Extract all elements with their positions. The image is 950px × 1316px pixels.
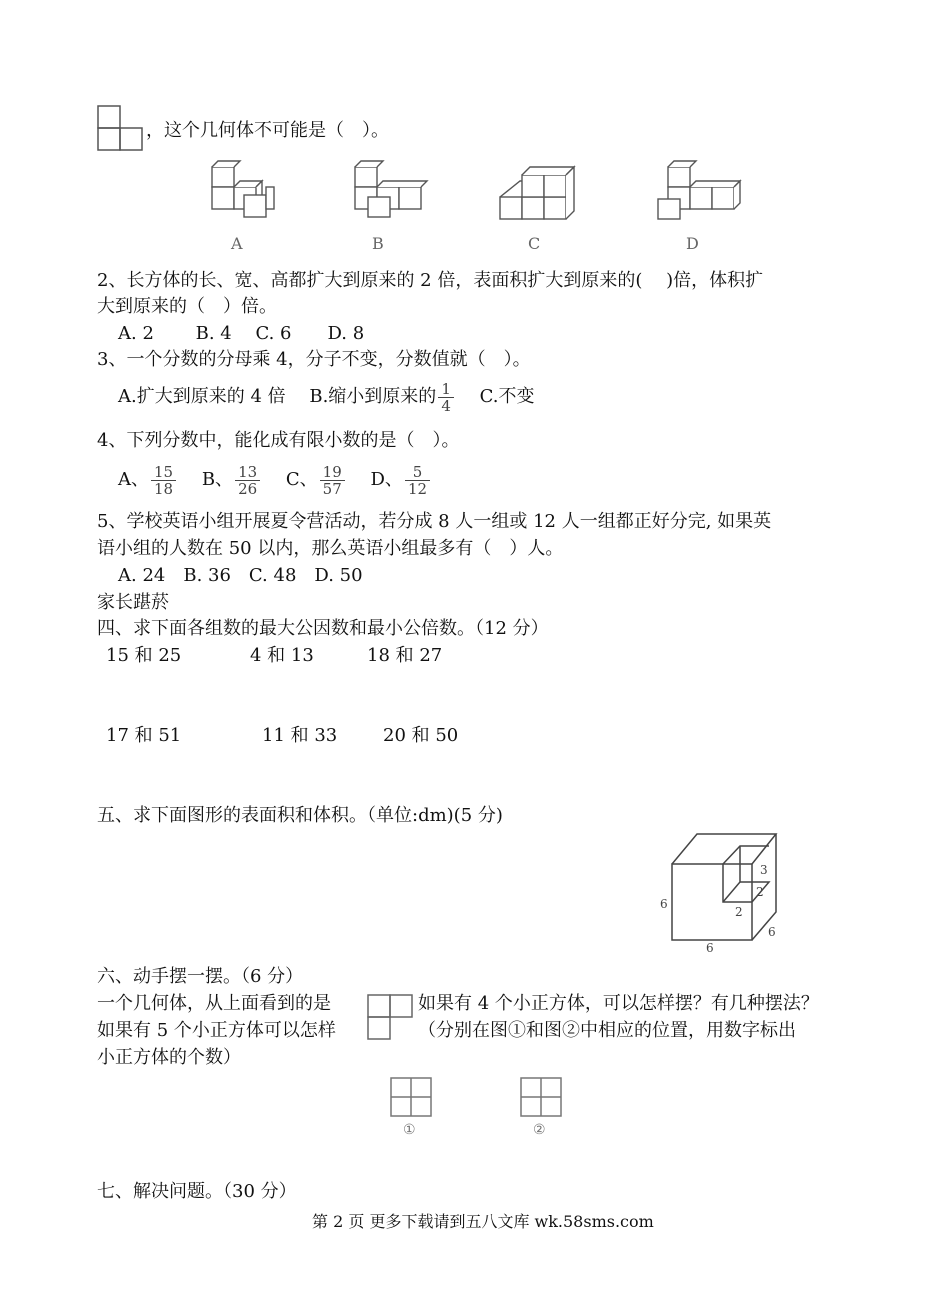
section6-title: 六、动手摆一摆。（6 分） <box>97 966 304 987</box>
dim-label: 2 <box>756 885 764 899</box>
q5-line2: 语小组的人数在 50 以内，那么英语小组最多有（ ）人。 <box>97 538 564 559</box>
q1-option-figures <box>200 155 760 255</box>
grid-label-2: ② <box>533 1122 546 1138</box>
q5-options: A. 24 B. 36 C. 48 D. 50 <box>118 565 363 586</box>
section6-line2b: （分别在图①和图②中相应的位置，用数字标出 <box>418 1020 796 1041</box>
q3-fraction: $\frac{1}{4}$ <box>438 381 454 414</box>
option-label-c: C <box>528 234 541 253</box>
q5-line1: 5、学校英语小组开展夏令营活动，若分成 8 人一组或 12 人一组都正好分完, 如果英 <box>97 511 772 532</box>
section4-title: 四、求下面各组数的最大公因数和最小公倍数。（12 分） <box>97 618 549 639</box>
dim-label: 6 <box>768 925 776 939</box>
section4-pair: 4 和 13 <box>250 645 314 666</box>
q3-option-a: A.扩大到原来的 4 倍 <box>118 386 286 407</box>
figure-c <box>500 167 574 219</box>
section4-pair: 18 和 27 <box>367 645 443 666</box>
q3-option-c: C.不变 <box>479 386 535 407</box>
q2-line1: 2、长方体的长、宽、高都扩大到原来的 2 倍，表面积扩大到原来的( )倍，体积扩 <box>97 270 764 291</box>
q3-line1: 3、一个分数的分母乘 4，分子不变，分数值就（ ）。 <box>97 349 531 370</box>
section4-pair: 11 和 33 <box>262 725 338 746</box>
dim-label: 3 <box>760 863 768 877</box>
q2-line2: 大到原来的（ ）倍。 <box>97 296 277 317</box>
top-view-icon <box>96 104 144 152</box>
cube-figure <box>650 822 800 954</box>
figure-a <box>212 161 274 217</box>
figure-b <box>355 161 427 217</box>
dim-label: 6 <box>706 941 714 954</box>
section5-title: 五、求下面图形的表面积和体积。（单位:dm)(5 分) <box>97 805 503 826</box>
q2-options: A. 2 B. 4 C. 6 D. 8 <box>118 323 365 344</box>
q3-options <box>118 376 534 418</box>
dim-label: 2 <box>735 905 743 919</box>
q4-options: A、 $\frac{15}{18}$ B、 $\frac{13}{26}$ C、 $\frac{19}{57}$ D、 $\frac{5}{12}$ <box>118 458 432 502</box>
q1-text: ，这个几何体不可能是（ ）。 <box>146 120 389 141</box>
section6-line1a: 一个几何体，从上面看到的是 <box>97 993 331 1014</box>
section4-pair: 17 和 51 <box>106 725 182 746</box>
section4-pair: 20 和 50 <box>383 725 459 746</box>
figure-d <box>658 161 740 219</box>
option-label-b: B <box>372 234 384 253</box>
section6-line2a: 如果有 5 个小正方体可以怎样 <box>97 1020 336 1041</box>
section7-title: 七、解决问题。（30 分） <box>97 1181 297 1202</box>
section6-line1b: 如果有 4 个小正方体，可以怎样摆？有几种摆法？ <box>418 993 819 1014</box>
dim-label: 6 <box>660 897 668 911</box>
option-label-d: D <box>686 234 699 253</box>
section4-pair: 15 和 25 <box>106 645 182 666</box>
answer-grids <box>385 1074 565 1138</box>
option-label-a: A <box>231 234 243 253</box>
section6-line3: 小正方体的个数） <box>97 1047 241 1068</box>
top-view-shape-icon <box>366 993 414 1043</box>
stray-text: 家长踸菸 <box>97 592 169 613</box>
q4-line1: 4、下列分数中，能化成有限小数的是（ ）。 <box>97 430 460 451</box>
grid-label-1: ① <box>403 1122 416 1138</box>
q3-option-b: B.缩小到原来的 <box>309 386 437 407</box>
page-footer: 第 2 页 更多下载请到五八文库 wk.58sms.com <box>312 1212 654 1231</box>
